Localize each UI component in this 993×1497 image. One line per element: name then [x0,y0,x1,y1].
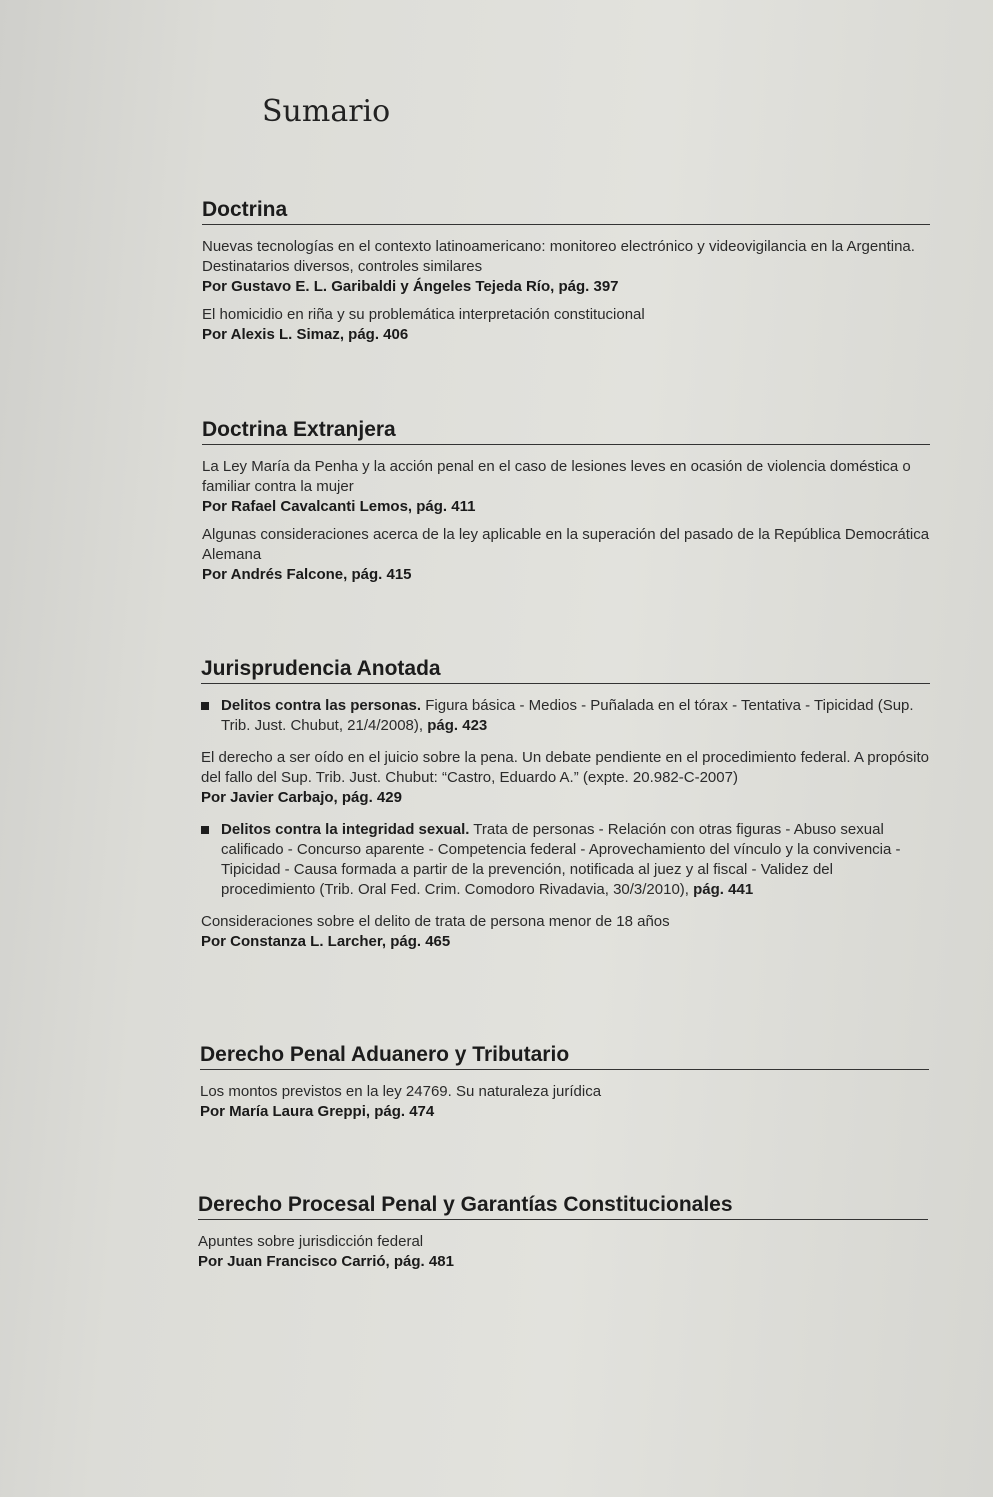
toc-entry[interactable] [202,237,930,297]
toc-entry-bullet[interactable] [201,696,930,736]
entry-title: La Ley María da Penha y la acción penal en el caso de lesiones leves en ocasión de violencia doméstica o familiar contra la mujer [202,458,911,495]
toc-entry[interactable] [202,305,930,345]
entry-title: Apuntes sobre jurisdicción federal [198,1233,424,1250]
entry-author: Por María Laura Greppi, pág. 474 [200,1103,435,1120]
toc-entry[interactable] [202,525,930,585]
entry-page: pág. 441 [693,881,754,898]
entry-title: Trata de personas - Relación con otras figuras - Abuso sexual calificado - Concurso aparente - Competencia federal - Aprovechamiento del vínculo y la convivencia - Tipicidad - Causa formada a partir de la prevención, notificada al juez y al fiscal - Validez del procedimiento (Trib. Oral Fed. Crim. Comodoro Rivadavia, 30/3/2010), [221,821,901,898]
section-doctrina-extranjera [202,418,930,593]
entry-author: Por Andrés Falcone, pág. 415 [202,566,412,583]
section-heading: Derecho Procesal Penal y Garantías Constitucionales [198,1193,928,1220]
toc-entry[interactable] [201,912,930,952]
section-doctrina [202,198,930,353]
section-derecho-penal-aduanero [200,1043,929,1130]
section-jurisprudencia-anotada [201,657,930,960]
entry-title: Nuevas tecnologías en el contexto latinoamericano: monitoreo electrónico y videovigilancia en la Argentina. Destinatarios diversos, controles similares [202,238,915,275]
toc-entry[interactable] [200,1082,929,1122]
entry-title: El homicidio en riña y su problemática interpretación constitucional [202,306,645,323]
toc-entry[interactable] [201,748,930,808]
bullet-square-icon [201,826,209,834]
entry-lead: Delitos contra la integridad sexual. [221,821,470,838]
section-heading: Doctrina [202,198,930,225]
entry-page: pág. 423 [427,717,488,734]
entry-author: Por Constanza L. Larcher, pág. 465 [201,933,451,950]
bullet-square-icon [201,702,209,710]
entry-title: Algunas consideraciones acerca de la ley aplicable en la superación del pasado de la República Democrática Alemana [202,526,930,563]
toc-entry-bullet[interactable] [201,820,930,900]
entry-lead: Delitos contra las personas. [221,697,422,714]
entry-author: Por Alexis L. Simaz, pág. 406 [202,326,409,343]
entry-title: Consideraciones sobre el delito de trata de persona menor de 18 años [201,913,670,930]
entry-title: Los montos previstos en la ley 24769. Su naturaleza jurídica [200,1083,602,1100]
entry-title: Figura básica - Medios - Puñalada en el tórax - Tentativa - Tipicidad (Sup. Trib. Just. Chubut, 21/4/2008), [221,697,914,734]
entry-author: Por Gustavo E. L. Garibaldi y Ángeles Tejeda Río, pág. 397 [202,278,619,295]
section-heading: Jurisprudencia Anotada [201,657,930,684]
page-title: Sumario [262,94,391,129]
entry-title: El derecho a ser oído en el juicio sobre la pena. Un debate pendiente en el procedimiento federal. A propósito del fallo del Sup. Trib. Just. Chubut: “Castro, Eduardo A.” (expte. 20.982-C-2007) [201,749,929,786]
toc-entry[interactable] [198,1232,928,1272]
section-heading: Derecho Penal Aduanero y Tributario [200,1043,929,1070]
toc-entry[interactable] [202,457,930,517]
section-derecho-procesal-penal [198,1193,928,1280]
entry-author: Por Rafael Cavalcanti Lemos, pág. 411 [202,498,476,515]
entry-author: Por Javier Carbajo, pág. 429 [201,789,402,806]
section-heading: Doctrina Extranjera [202,418,930,445]
entry-author: Por Juan Francisco Carrió, pág. 481 [198,1253,454,1270]
